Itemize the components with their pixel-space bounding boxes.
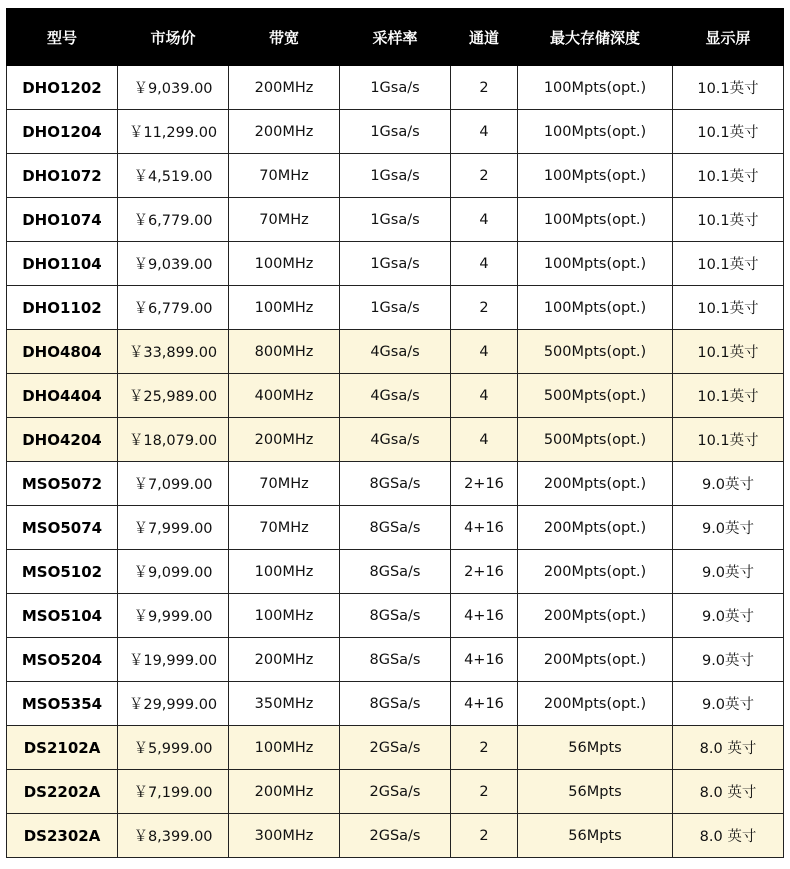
price-cell: ￥7,999.00 (118, 506, 229, 550)
model-cell: MSO5354 (7, 682, 118, 726)
display-cell: 8.0 英寸 (673, 726, 784, 770)
sample-rate-cell: 8GSa/s (340, 638, 451, 682)
model-cell: DS2102A (7, 726, 118, 770)
bandwidth-cell: 70MHz (229, 462, 340, 506)
sample-rate-cell: 2GSa/s (340, 814, 451, 858)
memory-depth-cell: 100Mpts(opt.) (518, 198, 673, 242)
display-cell: 10.1英寸 (673, 66, 784, 110)
table-row (7, 154, 784, 198)
display-cell: 10.1英寸 (673, 154, 784, 198)
price-cell: ￥29,999.00 (118, 682, 229, 726)
model-cell: DHO1102 (7, 286, 118, 330)
model-cell: MSO5204 (7, 638, 118, 682)
display-cell: 9.0英寸 (673, 594, 784, 638)
header-price: 市场价 (118, 9, 229, 66)
sample-rate-cell: 1Gsa/s (340, 198, 451, 242)
oscilloscope-price-table (6, 8, 784, 858)
memory-depth-cell: 100Mpts(opt.) (518, 286, 673, 330)
price-cell: ￥7,199.00 (118, 770, 229, 814)
memory-depth-cell: 100Mpts(opt.) (518, 242, 673, 286)
display-cell: 10.1英寸 (673, 286, 784, 330)
model-cell: DHO1104 (7, 242, 118, 286)
bandwidth-cell: 70MHz (229, 198, 340, 242)
bandwidth-cell: 800MHz (229, 330, 340, 374)
table-row (7, 374, 784, 418)
model-cell: DHO4404 (7, 374, 118, 418)
table-row (7, 638, 784, 682)
table-row (7, 242, 784, 286)
display-cell: 9.0英寸 (673, 682, 784, 726)
sample-rate-cell: 1Gsa/s (340, 242, 451, 286)
table-row (7, 330, 784, 374)
model-cell: MSO5074 (7, 506, 118, 550)
memory-depth-cell: 200Mpts(opt.) (518, 506, 673, 550)
header-bandwidth: 带宽 (229, 9, 340, 66)
model-cell: DHO1074 (7, 198, 118, 242)
display-cell: 10.1英寸 (673, 242, 784, 286)
sample-rate-cell: 4Gsa/s (340, 374, 451, 418)
header-sample-rate: 采样率 (340, 9, 451, 66)
display-cell: 8.0 英寸 (673, 770, 784, 814)
header-display: 显示屏 (673, 9, 784, 66)
channels-cell: 4 (451, 418, 518, 462)
price-cell: ￥6,779.00 (118, 198, 229, 242)
table-row (7, 66, 784, 110)
bandwidth-cell: 200MHz (229, 770, 340, 814)
table-row (7, 462, 784, 506)
sample-rate-cell: 1Gsa/s (340, 110, 451, 154)
price-cell: ￥7,099.00 (118, 462, 229, 506)
price-cell: ￥9,039.00 (118, 66, 229, 110)
channels-cell: 2+16 (451, 462, 518, 506)
memory-depth-cell: 56Mpts (518, 726, 673, 770)
memory-depth-cell: 56Mpts (518, 814, 673, 858)
bandwidth-cell: 100MHz (229, 286, 340, 330)
model-cell: DS2302A (7, 814, 118, 858)
price-cell: ￥25,989.00 (118, 374, 229, 418)
channels-cell: 2 (451, 814, 518, 858)
memory-depth-cell: 500Mpts(opt.) (518, 330, 673, 374)
price-cell: ￥8,399.00 (118, 814, 229, 858)
channels-cell: 4 (451, 198, 518, 242)
channels-cell: 2 (451, 154, 518, 198)
bandwidth-cell: 400MHz (229, 374, 340, 418)
table-row (7, 594, 784, 638)
memory-depth-cell: 500Mpts(opt.) (518, 418, 673, 462)
price-cell: ￥18,079.00 (118, 418, 229, 462)
bandwidth-cell: 200MHz (229, 110, 340, 154)
sample-rate-cell: 8GSa/s (340, 506, 451, 550)
channels-cell: 4 (451, 330, 518, 374)
sample-rate-cell: 2GSa/s (340, 726, 451, 770)
sample-rate-cell: 8GSa/s (340, 682, 451, 726)
memory-depth-cell: 100Mpts(opt.) (518, 154, 673, 198)
channels-cell: 4+16 (451, 506, 518, 550)
sample-rate-cell: 8GSa/s (340, 462, 451, 506)
channels-cell: 4 (451, 242, 518, 286)
bandwidth-cell: 70MHz (229, 506, 340, 550)
bandwidth-cell: 70MHz (229, 154, 340, 198)
channels-cell: 2 (451, 770, 518, 814)
table-row (7, 726, 784, 770)
table-body (7, 66, 784, 858)
memory-depth-cell: 200Mpts(opt.) (518, 550, 673, 594)
bandwidth-cell: 200MHz (229, 66, 340, 110)
channels-cell: 2 (451, 726, 518, 770)
memory-depth-cell: 56Mpts (518, 770, 673, 814)
price-table-container (6, 8, 783, 858)
sample-rate-cell: 1Gsa/s (340, 66, 451, 110)
display-cell: 9.0英寸 (673, 550, 784, 594)
table-row (7, 550, 784, 594)
table-row (7, 682, 784, 726)
sample-rate-cell: 4Gsa/s (340, 330, 451, 374)
bandwidth-cell: 300MHz (229, 814, 340, 858)
channels-cell: 2 (451, 66, 518, 110)
price-cell: ￥19,999.00 (118, 638, 229, 682)
table-row (7, 506, 784, 550)
bandwidth-cell: 100MHz (229, 242, 340, 286)
model-cell: DHO1072 (7, 154, 118, 198)
sample-rate-cell: 1Gsa/s (340, 286, 451, 330)
sample-rate-cell: 4Gsa/s (340, 418, 451, 462)
display-cell: 10.1英寸 (673, 418, 784, 462)
memory-depth-cell: 100Mpts(opt.) (518, 110, 673, 154)
price-cell: ￥33,899.00 (118, 330, 229, 374)
display-cell: 8.0 英寸 (673, 814, 784, 858)
bandwidth-cell: 200MHz (229, 418, 340, 462)
display-cell: 10.1英寸 (673, 374, 784, 418)
price-cell: ￥9,099.00 (118, 550, 229, 594)
price-cell: ￥6,779.00 (118, 286, 229, 330)
model-cell: MSO5104 (7, 594, 118, 638)
memory-depth-cell: 200Mpts(opt.) (518, 638, 673, 682)
model-cell: DHO1202 (7, 66, 118, 110)
channels-cell: 4 (451, 374, 518, 418)
channels-cell: 2 (451, 286, 518, 330)
model-cell: DHO4804 (7, 330, 118, 374)
table-row (7, 198, 784, 242)
table-row (7, 110, 784, 154)
header-memory-depth: 最大存储深度 (518, 9, 673, 66)
sample-rate-cell: 8GSa/s (340, 594, 451, 638)
header-channels: 通道 (451, 9, 518, 66)
bandwidth-cell: 100MHz (229, 594, 340, 638)
channels-cell: 4+16 (451, 594, 518, 638)
display-cell: 10.1英寸 (673, 330, 784, 374)
price-cell: ￥9,999.00 (118, 594, 229, 638)
display-cell: 10.1英寸 (673, 110, 784, 154)
model-cell: DHO4204 (7, 418, 118, 462)
memory-depth-cell: 200Mpts(opt.) (518, 462, 673, 506)
table-row (7, 770, 784, 814)
model-cell: DHO1204 (7, 110, 118, 154)
display-cell: 9.0英寸 (673, 506, 784, 550)
model-cell: MSO5072 (7, 462, 118, 506)
price-cell: ￥4,519.00 (118, 154, 229, 198)
model-cell: MSO5102 (7, 550, 118, 594)
header-model: 型号 (7, 9, 118, 66)
channels-cell: 4+16 (451, 682, 518, 726)
display-cell: 10.1英寸 (673, 198, 784, 242)
channels-cell: 2+16 (451, 550, 518, 594)
table-header (7, 9, 784, 66)
channels-cell: 4 (451, 110, 518, 154)
price-cell: ￥5,999.00 (118, 726, 229, 770)
sample-rate-cell: 2GSa/s (340, 770, 451, 814)
bandwidth-cell: 200MHz (229, 638, 340, 682)
model-cell: DS2202A (7, 770, 118, 814)
bandwidth-cell: 100MHz (229, 550, 340, 594)
display-cell: 9.0英寸 (673, 638, 784, 682)
table-row (7, 418, 784, 462)
channels-cell: 4+16 (451, 638, 518, 682)
bandwidth-cell: 350MHz (229, 682, 340, 726)
table-row (7, 814, 784, 858)
bandwidth-cell: 100MHz (229, 726, 340, 770)
display-cell: 9.0英寸 (673, 462, 784, 506)
memory-depth-cell: 200Mpts(opt.) (518, 682, 673, 726)
memory-depth-cell: 100Mpts(opt.) (518, 66, 673, 110)
memory-depth-cell: 200Mpts(opt.) (518, 594, 673, 638)
price-cell: ￥9,039.00 (118, 242, 229, 286)
sample-rate-cell: 1Gsa/s (340, 154, 451, 198)
price-cell: ￥11,299.00 (118, 110, 229, 154)
table-row (7, 286, 784, 330)
header-row (7, 9, 784, 66)
memory-depth-cell: 500Mpts(opt.) (518, 374, 673, 418)
sample-rate-cell: 8GSa/s (340, 550, 451, 594)
